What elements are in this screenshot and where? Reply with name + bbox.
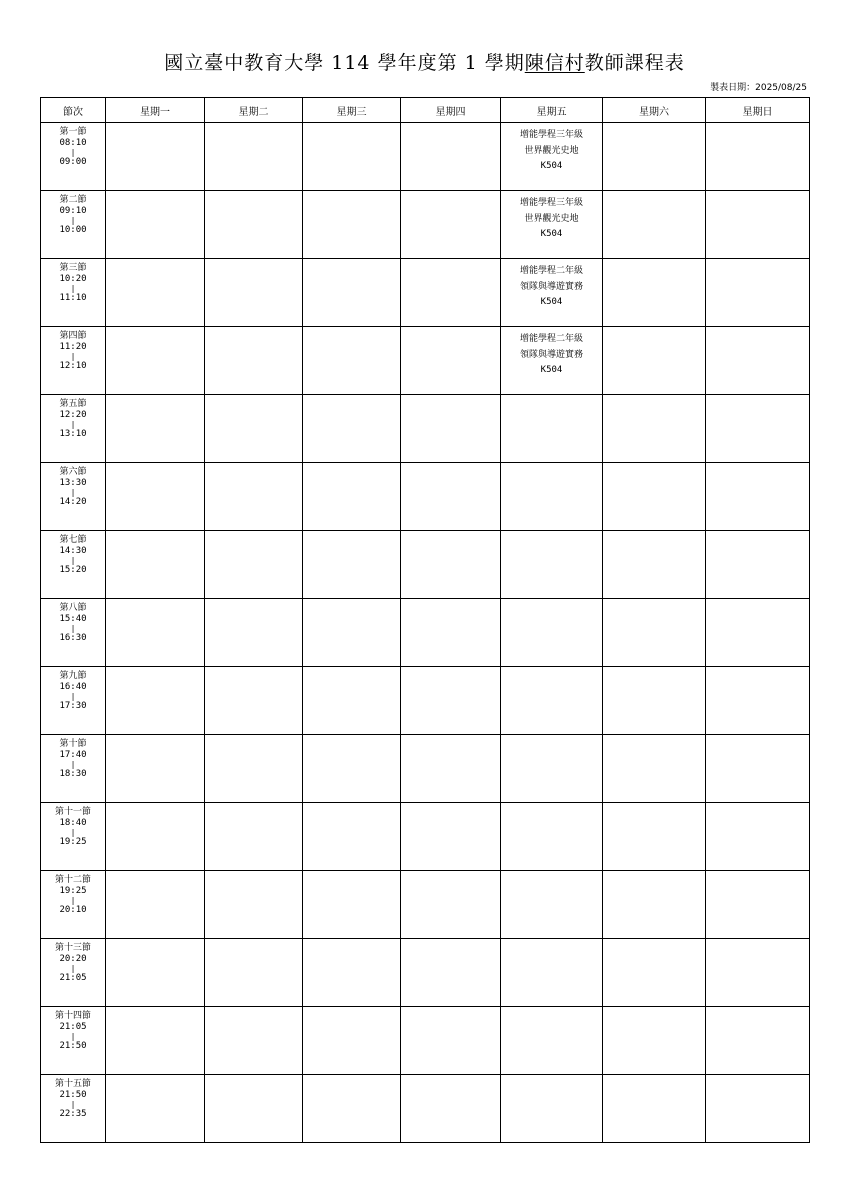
period-row [41,531,810,599]
period-start-time: 08:10 [59,138,87,148]
schedule-cell [303,123,401,191]
period-cell [41,667,106,735]
schedule-cell [401,735,501,803]
schedule-cell [303,191,401,259]
course-room: K504 [540,365,563,375]
schedule-cell [106,123,205,191]
column-header-day: 星期日 [706,98,810,123]
schedule-cell [401,871,501,939]
schedule-cell [501,531,603,599]
period-start-time: 13:30 [59,478,87,488]
schedule-cell [303,531,401,599]
schedule-cell [706,735,810,803]
period-end-time: 16:30 [59,633,87,643]
period-start-time: 21:05 [59,1022,87,1032]
period-name: 第四節 [59,331,87,341]
period-separator: | [70,284,76,293]
schedule-cell [106,531,205,599]
course-program: 增能學程三年級 [519,198,583,208]
period-name: 第三節 [59,263,87,273]
schedule-cell [401,531,501,599]
schedule-cell [706,259,810,327]
schedule-cell [205,1007,303,1075]
schedule-cell [706,463,810,531]
schedule-cell [706,191,810,259]
period-row [41,395,810,463]
schedule-cell [603,939,706,1007]
period-cell [41,327,106,395]
schedule-cell [303,667,401,735]
period-start-time: 09:10 [59,206,87,216]
course-entry [501,327,602,377]
period-separator: | [70,1100,76,1109]
period-separator: | [70,624,76,633]
period-end-time: 22:35 [59,1109,87,1119]
period-end-time: 11:10 [59,293,87,303]
period-separator: | [70,216,76,225]
schedule-cell [401,1075,501,1143]
schedule-cell [303,599,401,667]
schedule-cell [501,735,603,803]
schedule-cell [706,123,810,191]
schedule-cell [401,599,501,667]
period-cell [41,123,106,191]
schedule-cell [706,531,810,599]
period-separator: | [70,964,76,973]
period-name: 第五節 [59,399,87,409]
schedule-cell [303,1007,401,1075]
schedule-cell [106,803,205,871]
period-start-time: 11:20 [59,342,87,352]
schedule-cell [205,735,303,803]
schedule-cell [205,191,303,259]
period-name: 第十節 [59,739,87,749]
schedule-cell [501,1007,603,1075]
schedule-cell [603,735,706,803]
schedule-cell [205,599,303,667]
course-program: 增能學程三年級 [519,130,583,140]
schedule-cell [501,259,603,327]
period-start-time: 21:50 [59,1090,87,1100]
period-separator: | [70,488,76,497]
print-date: 製表日期：2025/08/25 [710,83,807,93]
schedule-cell [106,463,205,531]
period-cell [41,939,106,1007]
course-entry [501,259,602,309]
schedule-cell [401,259,501,327]
period-row [41,191,810,259]
period-row [41,803,810,871]
period-end-time: 21:05 [59,973,87,983]
schedule-cell [501,463,603,531]
schedule-cell [603,803,706,871]
schedule-cell [401,191,501,259]
title-prefix: 國立臺中教育大學 114 學年度第 1 學期 [164,52,525,74]
schedule-cell [106,735,205,803]
period-end-time: 15:20 [59,565,87,575]
schedule-cell [603,1075,706,1143]
period-row [41,259,810,327]
course-name: 領隊與導遊實務 [519,350,583,360]
period-separator: | [70,760,76,769]
period-separator: | [70,692,76,701]
column-header-day: 星期六 [603,98,706,123]
period-separator: | [70,420,76,429]
period-cell [41,1075,106,1143]
course-name: 領隊與導遊實務 [519,282,583,292]
schedule-cell [303,803,401,871]
page-title [0,48,849,75]
schedule-cell [603,667,706,735]
period-cell [41,191,106,259]
schedule-cell [303,463,401,531]
period-end-time: 19:25 [59,837,87,847]
schedule-cell [501,803,603,871]
schedule-cell [205,803,303,871]
period-start-time: 18:40 [59,818,87,828]
schedule-cell [603,599,706,667]
column-header-period: 節次 [41,98,106,123]
period-start-time: 10:20 [59,274,87,284]
schedule-cell [106,871,205,939]
schedule-cell [205,259,303,327]
period-row [41,123,810,191]
schedule-cell [106,667,205,735]
period-name: 第八節 [59,603,87,613]
period-name: 第十一節 [54,807,91,817]
period-name: 第十五節 [54,1079,91,1089]
schedule-cell [106,1075,205,1143]
period-cell [41,871,106,939]
schedule-cell [205,395,303,463]
period-row [41,735,810,803]
period-separator: | [70,556,76,565]
period-cell [41,463,106,531]
schedule-cell [603,1007,706,1075]
period-end-time: 09:00 [59,157,87,167]
schedule-cell [303,735,401,803]
schedule-cell [706,1075,810,1143]
period-end-time: 12:10 [59,361,87,371]
period-cell [41,735,106,803]
schedule-cell [603,871,706,939]
period-start-time: 17:40 [59,750,87,760]
period-row [41,871,810,939]
period-cell [41,599,106,667]
schedule-cell [603,259,706,327]
period-separator: | [70,828,76,837]
schedule-cell [303,939,401,1007]
course-room: K504 [540,229,563,239]
period-end-time: 18:30 [59,769,87,779]
schedule-cell [106,327,205,395]
schedule-cell [401,123,501,191]
period-end-time: 20:10 [59,905,87,915]
course-room: K504 [540,161,563,171]
schedule-cell [501,599,603,667]
schedule-cell [706,327,810,395]
schedule-cell [205,531,303,599]
period-row [41,599,810,667]
period-end-time: 21:50 [59,1041,87,1051]
period-row [41,1075,810,1143]
schedule-cell [303,395,401,463]
schedule-cell [401,667,501,735]
schedule-cell [106,191,205,259]
schedule-cell [205,123,303,191]
period-start-time: 20:20 [59,954,87,964]
column-header-day: 星期一 [106,98,205,123]
schedule-cell [205,939,303,1007]
period-separator: | [70,148,76,157]
schedule-cell [106,939,205,1007]
period-name: 第六節 [59,467,87,477]
column-header-day: 星期四 [401,98,501,123]
schedule-cell [501,327,603,395]
period-row [41,1007,810,1075]
period-separator: | [70,896,76,905]
schedule-cell [501,871,603,939]
period-name: 第十四節 [54,1011,91,1021]
course-room: K504 [540,297,563,307]
timetable-body [41,123,810,1143]
period-name: 第十二節 [54,875,91,885]
period-start-time: 14:30 [59,546,87,556]
period-row [41,939,810,1007]
schedule-cell [706,667,810,735]
course-entry [501,191,602,241]
schedule-cell [706,871,810,939]
schedule-cell [303,327,401,395]
schedule-cell [603,123,706,191]
schedule-cell [205,667,303,735]
schedule-cell [401,395,501,463]
schedule-cell [501,939,603,1007]
timetable [40,97,810,1143]
period-name: 第一節 [59,127,87,137]
schedule-cell [401,1007,501,1075]
title-suffix: 教師課程表 [584,52,685,74]
period-cell [41,395,106,463]
column-header-day: 星期五 [501,98,603,123]
schedule-cell [106,395,205,463]
schedule-cell [501,191,603,259]
schedule-cell [106,259,205,327]
period-start-time: 15:40 [59,614,87,624]
period-cell [41,259,106,327]
schedule-cell [603,531,706,599]
schedule-cell [303,871,401,939]
schedule-cell [501,667,603,735]
schedule-cell [501,123,603,191]
schedule-cell [106,599,205,667]
schedule-cell [706,395,810,463]
period-row [41,667,810,735]
column-header-day: 星期三 [303,98,401,123]
schedule-cell [603,395,706,463]
header-row [41,98,810,123]
period-cell [41,531,106,599]
schedule-cell [401,327,501,395]
period-cell [41,803,106,871]
period-name: 第七節 [59,535,87,545]
schedule-cell [401,463,501,531]
period-separator: | [70,352,76,361]
schedule-cell [303,259,401,327]
period-end-time: 10:00 [59,225,87,235]
period-start-time: 19:25 [59,886,87,896]
course-entry [501,123,602,173]
schedule-cell [501,1075,603,1143]
schedule-cell [603,327,706,395]
schedule-cell [205,327,303,395]
course-program: 增能學程二年級 [519,334,583,344]
period-start-time: 16:40 [59,682,87,692]
period-row [41,463,810,531]
period-end-time: 17:30 [59,701,87,711]
schedule-cell [205,871,303,939]
period-end-time: 13:10 [59,429,87,439]
schedule-cell [706,599,810,667]
period-row [41,327,810,395]
schedule-cell [603,463,706,531]
schedule-cell [205,1075,303,1143]
schedule-cell [706,803,810,871]
course-program: 增能學程二年級 [519,266,583,276]
schedule-cell [106,1007,205,1075]
course-name: 世界觀光史地 [524,214,579,224]
schedule-cell [706,1007,810,1075]
period-end-time: 14:20 [59,497,87,507]
schedule-cell [401,803,501,871]
period-name: 第九節 [59,671,87,681]
teacher-name: 陳信村 [524,52,585,74]
period-cell [41,1007,106,1075]
schedule-cell [501,395,603,463]
schedule-cell [303,1075,401,1143]
period-name: 第二節 [59,195,87,205]
schedule-cell [401,939,501,1007]
period-separator: | [70,1032,76,1041]
schedule-cell [706,939,810,1007]
period-start-time: 12:20 [59,410,87,420]
schedule-cell [603,191,706,259]
course-name: 世界觀光史地 [524,146,579,156]
period-name: 第十三節 [54,943,91,953]
column-header-day: 星期二 [205,98,303,123]
schedule-cell [205,463,303,531]
